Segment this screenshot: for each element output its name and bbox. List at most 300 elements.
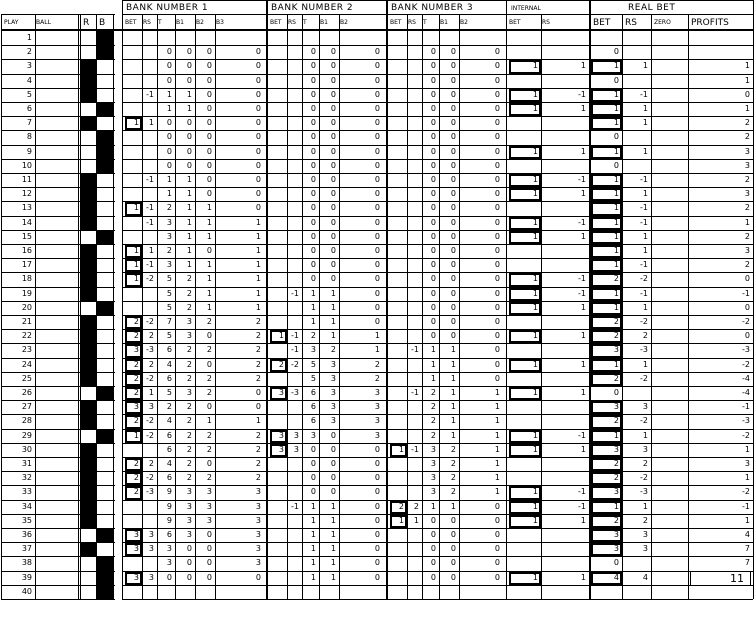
b1-cell: 0 <box>166 75 172 85</box>
b2-cell: 0 <box>374 175 380 184</box>
int-cell: -1 <box>578 501 586 511</box>
real-cell <box>651 130 688 144</box>
real-cell: -1 <box>742 288 750 298</box>
b3-cell: 1 <box>450 402 456 412</box>
bet-box <box>125 359 142 372</box>
b3-cell <box>389 386 407 400</box>
b2-cell: 0 <box>330 231 336 241</box>
b1-cell: 0 <box>206 544 212 554</box>
b1-cell: 1 <box>166 175 172 184</box>
b1-cell: 4 <box>166 416 172 426</box>
b3-cell: 0 <box>430 260 436 270</box>
b3-cell: 0 <box>494 61 500 71</box>
b2-cell <box>287 244 302 258</box>
b1-cell: 2 <box>186 444 192 454</box>
real-cell <box>590 31 622 45</box>
b1-cell: 0 <box>166 132 172 142</box>
b3-cell: 1 <box>450 430 456 440</box>
bet-box <box>591 458 622 471</box>
play-number: 25 <box>21 373 32 383</box>
b1-cell: 1 <box>255 260 261 270</box>
b1-cell: 3 <box>133 402 139 412</box>
real-cell: 3 <box>613 444 619 454</box>
play-number: 33 <box>21 487 32 497</box>
real-cell: 2 <box>744 118 750 128</box>
int-cell: 1 <box>532 302 538 312</box>
int-cell: 1 <box>580 302 586 312</box>
int-cell <box>541 457 589 471</box>
b1-cell: -2 <box>146 373 154 383</box>
b3-cell: 0 <box>494 302 500 312</box>
b1-cell <box>124 59 142 73</box>
bet-box <box>591 273 622 286</box>
int-cell <box>541 343 589 357</box>
b1-cell: 1 <box>255 416 261 426</box>
int-cell: 1 <box>532 430 538 440</box>
b2-cell <box>269 145 287 159</box>
int-cell <box>541 315 589 329</box>
final-profit: 11 <box>690 571 751 586</box>
real-cell <box>651 514 688 528</box>
bet-box <box>390 501 407 514</box>
real-cell <box>651 173 688 187</box>
b2-cell <box>269 471 287 485</box>
b1-cell <box>142 74 157 88</box>
b3-cell: 2 <box>398 501 404 511</box>
b2-cell <box>269 116 287 130</box>
real-cell <box>651 443 688 457</box>
red-marker <box>80 173 96 188</box>
b3-cell <box>407 230 422 244</box>
b2-cell <box>287 542 302 556</box>
real-cell: 0 <box>744 331 750 341</box>
b3-cell: 0 <box>450 146 456 156</box>
int-cell: -1 <box>578 175 586 184</box>
b1-cell <box>124 102 142 116</box>
b3-cell: 3 <box>430 487 436 497</box>
b3-cell <box>407 585 422 599</box>
b3-cell: 1 <box>494 444 500 454</box>
b1-cell: 0 <box>186 61 192 71</box>
b1-cell: 2 <box>186 373 192 383</box>
b1-cell <box>124 287 142 301</box>
b2-cell <box>269 102 287 116</box>
b2-cell <box>269 400 287 414</box>
b3-cell: 0 <box>494 75 500 85</box>
b1-cell: 0 <box>166 160 172 170</box>
int-cell <box>508 45 541 59</box>
b1-cell: 1 <box>133 246 139 255</box>
red-marker <box>80 485 96 500</box>
b2-cell: 0 <box>330 118 336 128</box>
b1-cell: 1 <box>206 288 212 298</box>
b1-cell <box>124 31 142 45</box>
b3-cell: 1 <box>430 373 436 383</box>
b1-cell: 0 <box>186 558 192 568</box>
b1-cell <box>142 514 157 528</box>
real-cell <box>651 372 688 386</box>
b1-cell: 1 <box>186 203 192 213</box>
real-cell: 0 <box>613 132 619 142</box>
b1-cell: 1 <box>206 217 212 227</box>
play-number: 28 <box>21 416 32 426</box>
b2-cell: 0 <box>374 203 380 213</box>
b3-cell: 1 <box>494 487 500 497</box>
b2-cell: 0 <box>310 146 316 156</box>
b2-cell <box>287 414 302 428</box>
b1-cell: 0 <box>166 146 172 156</box>
b2-cell <box>287 74 302 88</box>
bank2-subheader-0: BET <box>270 19 282 26</box>
real-cell: 0 <box>613 160 619 170</box>
b1-cell <box>124 556 142 570</box>
b1-cell: 2 <box>206 388 212 397</box>
b1-cell: 2 <box>133 388 139 397</box>
b1-cell: 0 <box>206 89 212 99</box>
real-cell <box>590 585 622 599</box>
int-cell <box>508 31 541 45</box>
b1-cell: 0 <box>255 61 261 71</box>
b2-cell <box>269 187 287 201</box>
real-cell: 1 <box>744 104 750 113</box>
b3-cell: 1 <box>494 388 500 397</box>
real-cell <box>651 272 688 286</box>
b1-cell: 0 <box>255 146 261 156</box>
int-cell: 1 <box>532 189 538 199</box>
red-marker <box>80 244 96 259</box>
bet-box <box>390 444 407 457</box>
real-cell: -1 <box>742 402 750 412</box>
b2-cell <box>319 31 339 45</box>
b1-cell: 0 <box>255 160 261 170</box>
b2-cell <box>287 159 302 173</box>
b2-cell: 0 <box>310 47 316 57</box>
real-cell: -3 <box>640 345 648 355</box>
b1-cell <box>157 31 175 45</box>
b3-cell: 0 <box>450 89 456 99</box>
b1-cell: 0 <box>206 402 212 412</box>
b2-cell: 0 <box>330 132 336 142</box>
int-cell <box>508 201 541 215</box>
b2-cell: 0 <box>374 61 380 71</box>
red-marker <box>80 514 96 529</box>
b3-cell: 0 <box>450 47 456 57</box>
play-number: 20 <box>21 302 32 312</box>
b2-cell: 1 <box>374 345 380 355</box>
int-cell <box>508 528 541 542</box>
b3-cell: 0 <box>450 317 456 326</box>
real-cell <box>651 556 688 570</box>
b3-cell: 0 <box>450 175 456 184</box>
red-marker <box>80 116 96 131</box>
b1-cell: 2 <box>206 430 212 440</box>
real-cell: 1 <box>744 75 750 85</box>
bet-box <box>125 273 142 286</box>
real-cell <box>651 201 688 215</box>
b3-cell <box>389 258 407 272</box>
b1-cell: 0 <box>186 544 192 554</box>
real-cell <box>651 457 688 471</box>
b3-cell: 0 <box>494 501 500 511</box>
b3-cell: 0 <box>494 274 500 284</box>
b2-cell <box>269 485 287 499</box>
b3-cell <box>389 414 407 428</box>
b3-cell: 0 <box>430 203 436 213</box>
b1-cell: 6 <box>166 373 172 383</box>
bank2-title: BANK NUMBER 2 <box>271 3 354 13</box>
b2-cell <box>287 372 302 386</box>
b2-cell: 0 <box>374 530 380 539</box>
int-cell <box>541 542 589 556</box>
bet-box <box>509 387 541 400</box>
real-cell: 1 <box>613 104 619 113</box>
b1-cell: 1 <box>166 104 172 113</box>
real-cell <box>651 102 688 116</box>
b3-cell: 0 <box>430 217 436 227</box>
b2-cell: -3 <box>291 388 299 397</box>
bet-box <box>591 288 622 301</box>
b3-cell: 0 <box>450 160 456 170</box>
play-number: 24 <box>21 359 32 369</box>
b1-cell: -3 <box>146 345 154 355</box>
b3-cell <box>407 429 422 443</box>
b3-cell: 1 <box>430 345 436 355</box>
b3-cell <box>407 159 422 173</box>
b3-cell: 0 <box>494 47 500 57</box>
int-cell <box>541 372 589 386</box>
real-cell: 1 <box>642 430 648 440</box>
bank1-subheader-0: BET <box>125 19 137 26</box>
b2-cell: 0 <box>374 132 380 142</box>
b3-cell <box>407 571 422 585</box>
real-cell <box>651 244 688 258</box>
b2-cell: 0 <box>310 75 316 85</box>
b2-cell <box>269 31 287 45</box>
b2-cell <box>287 556 302 570</box>
b2-cell: 0 <box>374 104 380 113</box>
bet-box <box>591 316 622 329</box>
play-number: 19 <box>21 288 32 298</box>
b2-cell: 0 <box>310 444 316 454</box>
b1-cell: 0 <box>206 160 212 170</box>
red-marker <box>80 372 96 387</box>
b2-cell <box>287 571 302 585</box>
grid-line <box>753 0 754 599</box>
b1-cell <box>175 585 195 599</box>
real-cell: 1 <box>613 61 619 71</box>
b1-cell: 0 <box>206 61 212 71</box>
int-cell: 1 <box>532 444 538 454</box>
r-header: R <box>83 18 90 28</box>
play-number: 7 <box>26 118 32 128</box>
b1-cell: 0 <box>255 89 261 99</box>
b3-cell <box>422 585 439 599</box>
bank2-subheader-1: RS <box>288 19 296 26</box>
b3-cell: 0 <box>494 146 500 156</box>
b2-cell: 0 <box>310 203 316 213</box>
grid-line <box>267 0 268 599</box>
bank3-subheader-1: RS <box>408 19 416 26</box>
red-marker <box>80 258 96 273</box>
grid-line <box>506 0 507 599</box>
int-cell <box>541 159 589 173</box>
b2-cell: 0 <box>374 217 380 227</box>
bet-box <box>125 430 142 443</box>
b3-cell: 2 <box>450 473 456 483</box>
b2-cell <box>269 414 287 428</box>
b3-cell: 0 <box>450 217 456 227</box>
bet-box <box>125 401 142 414</box>
real-cell: 2 <box>642 331 648 341</box>
b3-cell: 0 <box>494 558 500 568</box>
b3-cell: -1 <box>411 345 419 355</box>
real-cell: 3 <box>744 189 750 199</box>
b1-cell: 2 <box>133 416 139 426</box>
play-number: 16 <box>21 246 32 255</box>
b2-cell: 3 <box>278 430 284 440</box>
play-number: 37 <box>21 544 32 554</box>
b2-cell <box>269 216 287 230</box>
b2-cell: 1 <box>374 331 380 341</box>
real-cell: -1 <box>640 175 648 184</box>
bet-box <box>591 401 622 414</box>
b1-cell: 2 <box>186 473 192 483</box>
real-cell: 1 <box>744 61 750 71</box>
b3-cell: 0 <box>494 317 500 326</box>
real-cell <box>651 329 688 343</box>
b1-cell: 2 <box>255 345 261 355</box>
real-cell <box>622 74 651 88</box>
b1-cell: 3 <box>186 515 192 525</box>
grid-line <box>589 0 753 1</box>
b1-cell <box>142 45 157 59</box>
b3-cell <box>407 315 422 329</box>
b3-cell: 0 <box>450 530 456 539</box>
b1-cell <box>142 145 157 159</box>
int-cell <box>508 116 541 130</box>
real-cell: 1 <box>642 359 648 369</box>
int-cell: 1 <box>532 231 538 241</box>
b1-cell: 1 <box>186 231 192 241</box>
grid-line <box>267 14 386 15</box>
bet-box <box>509 60 541 73</box>
b1-cell: 3 <box>186 530 192 539</box>
red-marker <box>80 187 96 202</box>
bet-box <box>591 529 622 542</box>
b1-cell <box>142 187 157 201</box>
b3-cell: 0 <box>430 530 436 539</box>
bet-box <box>125 330 142 343</box>
b2-cell: 0 <box>374 231 380 241</box>
red-marker <box>80 414 96 429</box>
b1-cell: 0 <box>206 47 212 57</box>
int-cell: 1 <box>532 104 538 113</box>
int-cell: 1 <box>580 61 586 71</box>
real-cell <box>622 31 651 45</box>
b1-cell: 0 <box>206 331 212 341</box>
b3-cell <box>459 585 503 599</box>
int-cell: 1 <box>580 388 586 397</box>
real-cell: 2 <box>642 459 648 468</box>
red-marker <box>80 500 96 515</box>
bet-box <box>509 302 541 315</box>
b2-cell: 0 <box>310 487 316 497</box>
b3-cell <box>389 556 407 570</box>
b3-cell: 0 <box>430 47 436 57</box>
b2-cell <box>269 315 287 329</box>
b3-cell: 0 <box>450 558 456 568</box>
real-cell <box>622 130 651 144</box>
bet-box <box>591 486 622 499</box>
b1-cell: 5 <box>166 388 172 397</box>
grid-line <box>1 14 115 15</box>
real-cell: 0 <box>744 89 750 99</box>
bet-box <box>125 543 142 556</box>
bet-box <box>509 146 541 159</box>
b1-cell: 0 <box>206 118 212 128</box>
b1-cell <box>195 585 215 599</box>
int-cell: 1 <box>532 572 538 582</box>
b1-cell: 9 <box>166 501 172 511</box>
b1-cell: 1 <box>186 104 192 113</box>
b3-cell: 0 <box>494 288 500 298</box>
b1-cell: 0 <box>166 118 172 128</box>
real-cell: -2 <box>640 274 648 284</box>
bet-box <box>509 217 541 230</box>
bet-box <box>125 373 142 386</box>
b3-cell <box>407 485 422 499</box>
red-marker <box>80 457 96 472</box>
b1-cell <box>124 230 142 244</box>
real-cell <box>688 45 753 59</box>
b3-cell <box>407 216 422 230</box>
b3-cell: 1 <box>494 430 500 440</box>
bet-box <box>125 458 142 471</box>
bet-box <box>390 515 407 528</box>
real-cell <box>651 343 688 357</box>
b1-cell: 2 <box>166 203 172 213</box>
bet-box <box>591 117 622 130</box>
real-cell: -1 <box>640 217 648 227</box>
b2-cell: 0 <box>330 274 336 284</box>
b2-cell: 0 <box>374 317 380 326</box>
bet-box <box>591 188 622 201</box>
b2-cell: 0 <box>310 132 316 142</box>
b2-cell: 0 <box>374 572 380 582</box>
real-cell: 0 <box>744 302 750 312</box>
play-number: 34 <box>21 501 32 511</box>
b3-cell: 0 <box>450 572 456 582</box>
int-cell: -1 <box>578 487 586 497</box>
int-cell: 1 <box>532 288 538 298</box>
real-cell: 3 <box>744 160 750 170</box>
b1-cell: 0 <box>255 118 261 128</box>
b3-cell: 0 <box>494 515 500 525</box>
b3-cell <box>389 400 407 414</box>
b2-cell: 1 <box>330 572 336 582</box>
b1-cell <box>142 230 157 244</box>
b3-cell: 1 <box>494 416 500 426</box>
b3-cell: 0 <box>494 345 500 355</box>
b2-cell <box>269 571 287 585</box>
real-cell <box>651 528 688 542</box>
b2-cell <box>287 485 302 499</box>
b2-cell: 0 <box>374 487 380 497</box>
b3-cell: 0 <box>450 302 456 312</box>
b1-cell: -2 <box>146 430 154 440</box>
int-cell <box>508 556 541 570</box>
bet-box <box>591 344 622 357</box>
